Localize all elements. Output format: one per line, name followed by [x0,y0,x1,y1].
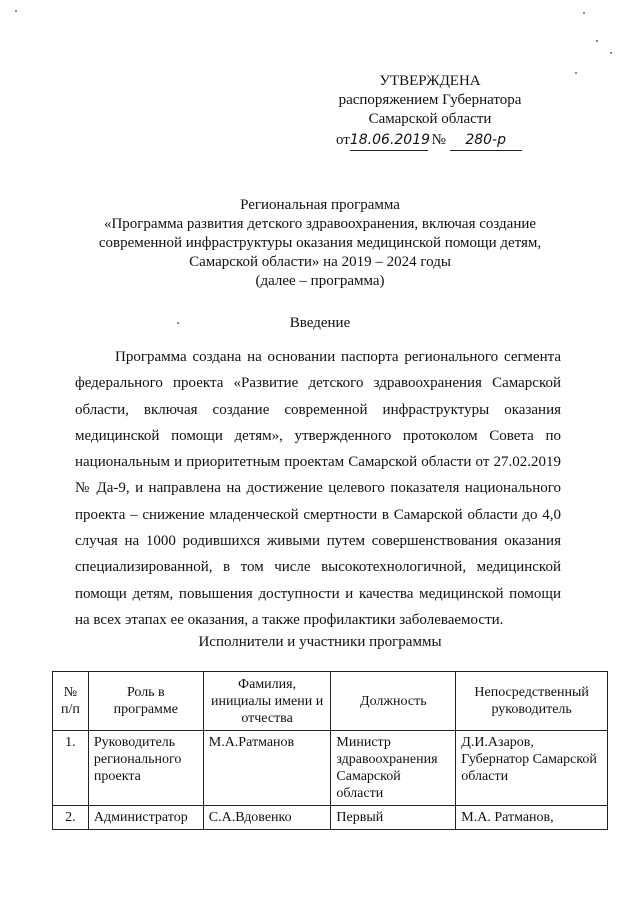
approved-label: УТВЕРЖДЕНА [379,73,481,89]
row-role: Руководитель регионального проекта [88,731,203,806]
table-header-row [53,672,608,731]
row-role: Администратор [88,806,203,830]
approved-by-label: распоряжением Губернатора [338,92,522,108]
scan-artifact [610,52,612,54]
row-name: М.А.Ратманов [203,731,331,806]
approval-stamp [300,72,560,151]
column-header-supervisor: Непосредственный руководитель [456,672,608,731]
executors-table [52,671,608,830]
column-header-num: № п/п [53,672,89,731]
from-prefix: от [336,132,350,148]
table-row [53,731,608,806]
row-num: 1. [53,731,89,806]
column-header-role: Роль в программе [88,672,203,731]
column-header-name: Фамилия, инициалы имени и отчества [203,672,331,731]
scan-artifact [15,10,17,12]
row-num: 2. [53,806,89,830]
order-number: 280-р [450,131,522,151]
intro-paragraph: Программа создана на основании паспорта регионального сегмента федерального проекта «Развитие детского здравоохранения Самарской области, включая создание современной инфраструктуры оказания медицинской помощи детям», утвержденного протоколом Совета по национальным и приоритетным проектам Самарской области от 27.02.2019 № Да-9, и направлена на достижение целевого показателя национального проекта – снижение младенческой смертности в Самарской области до 4,0 случая на 1000 родившихся живыми путем совершенствования оказания специализированной, в том числе высокотехнологичной, медицинской помощи детям, повышения доступности и качества медицинской помощи на всех этапах ее оказания, а также профилактики заболеваемости. [75,349,561,628]
title-line-5: (далее – программа) [255,273,385,289]
title-line-2: «Программа развития детского здравоохранения, включая создание [103,216,537,232]
region-label: Самарской области [368,111,492,127]
scan-artifact [596,40,598,42]
executors-heading: Исполнители и участники программы [198,634,442,650]
row-supervisor: М.А. Ратманов, [456,806,608,830]
scan-artifact [575,72,577,74]
scan-artifact [583,12,585,14]
row-name: С.А.Вдовенко [203,806,331,830]
table-row [53,806,608,830]
number-sign: № [431,132,446,148]
order-reference [300,131,560,151]
column-header-position: Должность [331,672,456,731]
title-line-4: Самарской области» на 2019 – 2024 годы [189,254,451,270]
row-supervisor: Д.И.Азаров, Губернатор Самарской области [456,731,608,806]
title-line-3: современной инфраструктуры оказания медицинской помощи детям, [98,235,542,251]
row-position: Первый [331,806,456,830]
intro-heading: Введение [289,315,351,331]
row-position: Министр здравоохранения Самарской области [331,731,456,806]
program-title [60,196,580,291]
order-date: 18.06.2019 [350,131,428,151]
title-line-1: Региональная программа [240,197,400,213]
